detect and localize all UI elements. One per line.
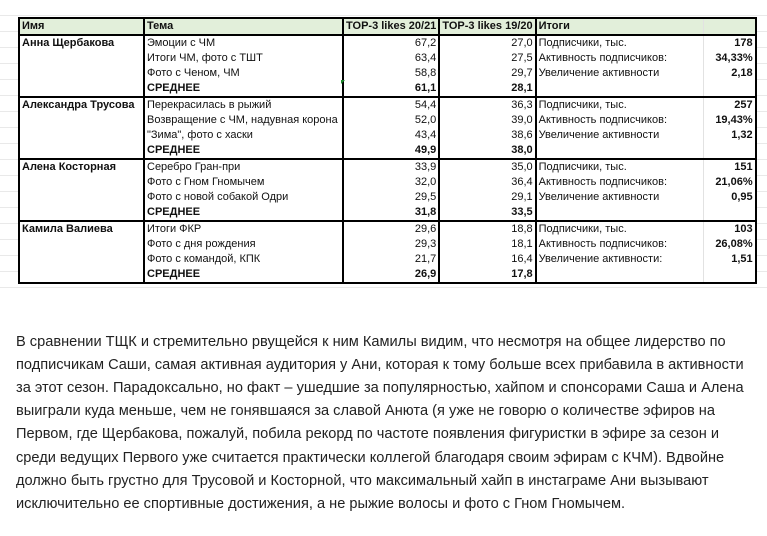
table-row xyxy=(19,66,756,81)
athlete-name xyxy=(19,143,144,159)
summary-label-cell: Увеличение активности xyxy=(536,66,704,81)
summary-value-cell: 1,32 xyxy=(703,128,756,143)
likes-2021-cell: 29,3 xyxy=(343,237,439,252)
topic-cell: Итоги ЧМ, фото с ТШТ xyxy=(144,51,343,66)
likes-2021-cell: 61,1 xyxy=(343,81,439,97)
table-row xyxy=(19,113,756,128)
table-row xyxy=(19,237,756,252)
topic-cell: "Зима", фото с хаски xyxy=(144,128,343,143)
summary-label-cell: Подписчики, тыс. xyxy=(536,97,704,113)
average-row xyxy=(19,143,756,159)
summary-value-cell: 0,95 xyxy=(703,190,756,205)
average-row xyxy=(19,81,756,97)
topic-cell: Фото с Ченом, ЧМ xyxy=(144,66,343,81)
likes-1920-cell: 18,1 xyxy=(439,237,535,252)
athlete-name xyxy=(19,81,144,97)
summary-value-cell: 26,08% xyxy=(703,237,756,252)
athlete-name xyxy=(19,113,144,128)
athlete-name: Александра Трусова xyxy=(19,97,144,113)
athlete-name xyxy=(19,237,144,252)
likes-1920-cell: 29,7 xyxy=(439,66,535,81)
average-row xyxy=(19,267,756,283)
header-likes-2021: TOP-3 likes 20/21 xyxy=(343,18,439,35)
summary-value-cell: 1,51 xyxy=(703,252,756,267)
likes-2021-cell: 43,4 xyxy=(343,128,439,143)
article-paragraph: В сравнении ТЩК и стремительно рвущейся к ним Камилы видим, что несмотря на общее лидерство по подписчикам Саши, самая активная аудитория у Ани, которая к тому больше всех прибавила в активности за этот сезон. Парадоксально, но факт – ушедшие за популярностью, хайпом и спонсорами Саша и Алена выиграли куда меньше, чем не гонявшаяся за славой Анюта (я уже не говорю о количестве эфиров на Первом, где Щербакова, пожалуй, побила рекорд по частоте появления фигуристки в эфире за сезон и среди ведущих Первого уже считается практически коллегой благодаря своим эфирам с КЧМ). Вдвойне должно быть грустно для Трусовой и Косторной, что максимальный хайп в инстаграме Ани вызывают исключительно ее спортивные достижения, а не рыжие волосы и фото с Гном Гномычем. xyxy=(16,333,744,513)
topic-cell: Итоги ФКР xyxy=(144,221,343,237)
likes-2021-cell: 54,4 xyxy=(343,97,439,113)
summary-value-cell: 178 xyxy=(703,35,756,51)
athlete-name xyxy=(19,190,144,205)
table-row xyxy=(19,128,756,143)
topic-cell: Серебро Гран-при xyxy=(144,159,343,175)
comment-marker-icon xyxy=(341,80,345,84)
topic-cell: Эмоции с ЧМ xyxy=(144,35,343,51)
average-row xyxy=(19,205,756,221)
athlete-name xyxy=(19,51,144,66)
athlete-name xyxy=(19,175,144,190)
summary-label-cell: Активность подписчиков: xyxy=(536,51,704,66)
header-summary: Итоги xyxy=(536,18,704,35)
athlete-name xyxy=(19,128,144,143)
likes-2021-cell: 21,7 xyxy=(343,252,439,267)
summary-label-cell: Подписчики, тыс. xyxy=(536,35,704,51)
likes-1920-cell: 16,4 xyxy=(439,252,535,267)
summary-label-cell xyxy=(536,143,704,159)
athlete-name: Алена Косторная xyxy=(19,159,144,175)
athlete-name xyxy=(19,267,144,283)
athlete-name: Камила Валиева xyxy=(19,221,144,237)
summary-label-cell: Активность подписчиков: xyxy=(536,113,704,128)
likes-1920-cell: 36,4 xyxy=(439,175,535,190)
topic-cell: СРЕДНЕЕ xyxy=(144,267,343,283)
likes-1920-cell: 39,0 xyxy=(439,113,535,128)
summary-label-cell xyxy=(536,81,704,97)
table-row xyxy=(19,97,756,113)
table-row xyxy=(19,252,756,267)
table-row xyxy=(19,51,756,66)
summary-value-cell: 34,33% xyxy=(703,51,756,66)
likes-1920-cell: 27,0 xyxy=(439,35,535,51)
likes-1920-cell: 35,0 xyxy=(439,159,535,175)
summary-value-cell: 257 xyxy=(703,97,756,113)
stats-table xyxy=(18,17,757,284)
likes-2021-cell: 52,0 xyxy=(343,113,439,128)
summary-label-cell xyxy=(536,267,704,283)
table-row xyxy=(19,175,756,190)
summary-label-cell: Увеличение активности: xyxy=(536,252,704,267)
summary-label-cell: Увеличение активности xyxy=(536,190,704,205)
summary-value-cell: 21,06% xyxy=(703,175,756,190)
topic-cell: Перекрасилась в рыжий xyxy=(144,97,343,113)
likes-2021-cell: 32,0 xyxy=(343,175,439,190)
summary-value-cell: 2,18 xyxy=(703,66,756,81)
likes-2021-cell: 63,4 xyxy=(343,51,439,66)
likes-2021-cell: 58,8 xyxy=(343,66,439,81)
summary-value-cell xyxy=(703,143,756,159)
athlete-name xyxy=(19,205,144,221)
topic-cell: СРЕДНЕЕ xyxy=(144,143,343,159)
table-row xyxy=(19,190,756,205)
topic-cell: Фото с новой собакой Одри xyxy=(144,190,343,205)
likes-1920-cell: 28,1 xyxy=(439,81,535,97)
athlete-name xyxy=(19,66,144,81)
likes-1920-cell: 27,5 xyxy=(439,51,535,66)
summary-value-cell xyxy=(703,205,756,221)
header-name: Имя xyxy=(19,18,144,35)
likes-2021-cell: 67,2 xyxy=(343,35,439,51)
summary-label-cell xyxy=(536,205,704,221)
header-likes-1920: TOP-3 likes 19/20 xyxy=(439,18,535,35)
summary-label-cell: Активность подписчиков: xyxy=(536,237,704,252)
likes-2021-cell: 31,8 xyxy=(343,205,439,221)
summary-label-cell: Подписчики, тыс. xyxy=(536,221,704,237)
topic-cell: Возвращение с ЧМ, надувная корона xyxy=(144,113,343,128)
table-row xyxy=(19,159,756,175)
summary-label-cell: Увеличение активности xyxy=(536,128,704,143)
topic-cell: СРЕДНЕЕ xyxy=(144,205,343,221)
summary-label-cell: Подписчики, тыс. xyxy=(536,159,704,175)
header-topic: Тема xyxy=(144,18,343,35)
summary-value-cell xyxy=(703,267,756,283)
likes-1920-cell: 33,5 xyxy=(439,205,535,221)
table-row xyxy=(19,221,756,237)
likes-1920-cell: 29,1 xyxy=(439,190,535,205)
athlete-name: Анна Щербакова xyxy=(19,35,144,51)
likes-2021-cell: 29,5 xyxy=(343,190,439,205)
likes-2021-cell: 29,6 xyxy=(343,221,439,237)
table-body xyxy=(19,35,756,283)
likes-1920-cell: 38,6 xyxy=(439,128,535,143)
topic-cell: Фото с Гном Гномычем xyxy=(144,175,343,190)
summary-value-cell: 151 xyxy=(703,159,756,175)
athlete-name xyxy=(19,252,144,267)
likes-2021-cell: 26,9 xyxy=(343,267,439,283)
topic-cell: СРЕДНЕЕ xyxy=(144,81,343,97)
likes-2021-cell: 33,9 xyxy=(343,159,439,175)
likes-1920-cell: 38,0 xyxy=(439,143,535,159)
header-row xyxy=(19,18,756,35)
likes-1920-cell: 18,8 xyxy=(439,221,535,237)
likes-1920-cell: 36,3 xyxy=(439,97,535,113)
summary-label-cell: Активность подписчиков: xyxy=(536,175,704,190)
topic-cell: Фото с командой, КПК xyxy=(144,252,343,267)
likes-1920-cell: 17,8 xyxy=(439,267,535,283)
header-summary-value xyxy=(703,18,756,35)
summary-value-cell: 103 xyxy=(703,221,756,237)
summary-value-cell: 19,43% xyxy=(703,113,756,128)
summary-value-cell xyxy=(703,81,756,97)
table-row xyxy=(19,35,756,51)
topic-cell: Фото с дня рождения xyxy=(144,237,343,252)
likes-2021-cell: 49,9 xyxy=(343,143,439,159)
